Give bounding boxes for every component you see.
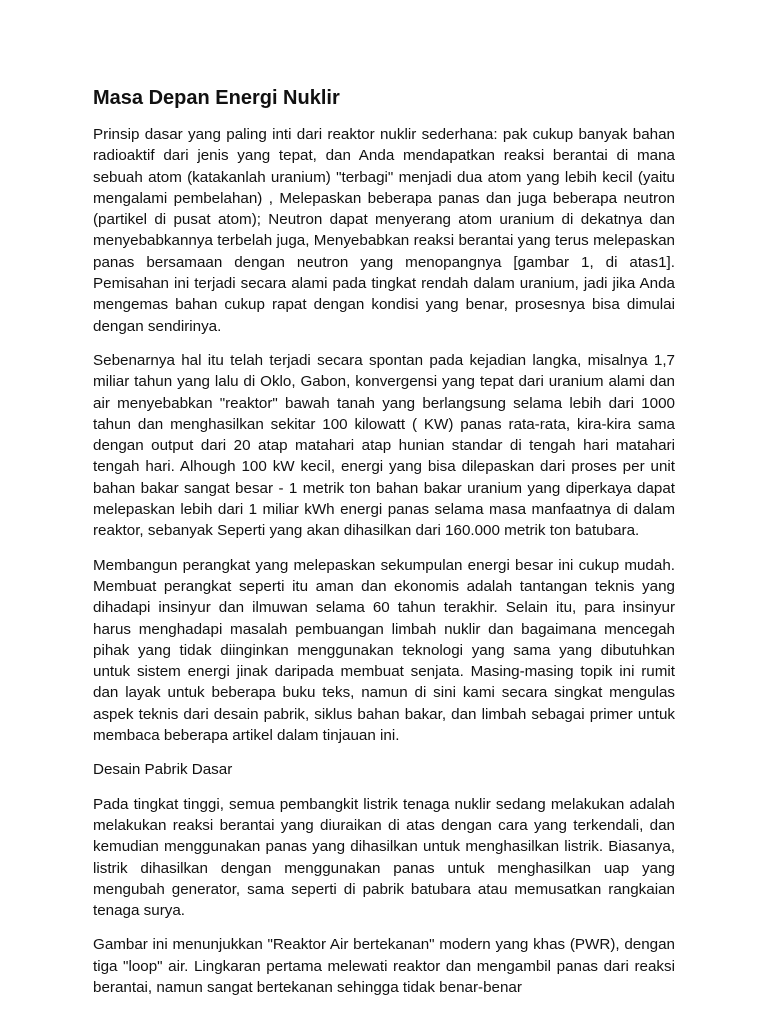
page-title: Masa Depan Energi Nuklir xyxy=(93,87,340,109)
section-heading: Desain Pabrik Dasar xyxy=(93,761,233,779)
paragraph-pwr: Gambar ini menunjukkan "Reaktor Air bertekanan" modern yang khas (PWR), dengan tiga "loop" air. Lingkaran pertama melewati reaktor dan mengambil panas dari reaksi berantai, namun sangat bertekanan sehingga tidak benar-benar xyxy=(93,936,675,996)
paragraph-plant-overview: Pada tingkat tinggi, semua pembangkit listrik tenaga nuklir sedang melakukan adalah melakukan reaksi berantai yang diuraikan di atas dengan cara yang terkendali, dan kemudian menggunakan panas yang dihasilkan untuk menghasilkan listrik. Biasanya, listrik dihasilkan dengan menggunakan panas untuk menghasilkan uap yang mengubah generator, sama seperti di pabrik batubara atau memusatkan rangkaian tenaga surya. xyxy=(93,795,675,920)
document-page xyxy=(93,84,675,998)
paragraph-oklo: Sebenarnya hal itu telah terjadi secara spontan pada kejadian langka, misalnya 1,7 miliar tahun yang lalu di Oklo, Gabon, konvergensi yang tepat dari uranium alami dan air menyebabkan "reaktor" bawah tanah yang berlangsung selama lebih dari 1000 tahun dan menghasilkan sekitar 100 kilowatt ( KW) panas rata-rata, kira-kira sama dengan output dari 20 atap matahari atap hunian standar di tengah hari matahari tengah hari. Alhough 100 kW kecil, energi yang bisa dilepaskan dari proses per unit bahan bakar sangat besar - 1 metrik ton bahan bakar uranium yang diperkaya dapat melepaskan lebih dari 1 miliar kWh energi panas selama masa manfaatnya di dalam reaktor, sebanyak Seperti yang akan dihasilkan dari 160.000 metrik ton batubara. xyxy=(93,351,675,540)
paragraph-challenges: Membangun perangkat yang melepaskan sekumpulan energi besar ini cukup mudah. Membuat perangkat seperti itu aman dan ekonomis adalah tantangan teknis yang dihadapi insinyur dan ilmuwan selama 60 tahun terakhir. Selain itu, para insinyur harus menghadapi masalah pembuangan limbah nuklir dan bagaimana mencegah pihak yang tidak diinginkan menggunakan teknologi yang sama yang dibutuhkan untuk sistem energi jinak daripada membuat senjata. Masing-masing topik ini rumit dan layak untuk beberapa buku teks, namun di sini kami secara singkat mengulas aspek teknis dari desain pabrik, siklus bahan bakar, dan limbah sebagai primer untuk membaca beberapa artikel dalam tinjauan ini. xyxy=(93,556,675,745)
paragraph-principle: Prinsip dasar yang paling inti dari reaktor nuklir sederhana: pak cukup banyak bahan radioaktif dari jenis yang tepat, dan Anda mendapatkan reaksi berantai di mana sebuah atom (katakanlah uranium) "terbagi" menjadi dua atom yang lebih kecil (yaitu mengalami pembelahan) , Melepaskan beberapa panas dan juga beberapa neutron (partikel di pusat atom); Neutron dapat menyerang atom uranium di dekatnya dan menyebabkannya terbelah juga, Menyebabkan reaksi berantai yang terus melepaskan panas bersamaan dengan neutron yang menopangnya [gambar 1, di atas1]. Pemisahan ini terjadi secara alami pada tingkat rendah dalam uranium, jadi jika Anda mengemas bahan cukup rapat dengan kondisi yang benar, prosesnya bisa dimulai dengan sendirinya. xyxy=(93,126,675,335)
